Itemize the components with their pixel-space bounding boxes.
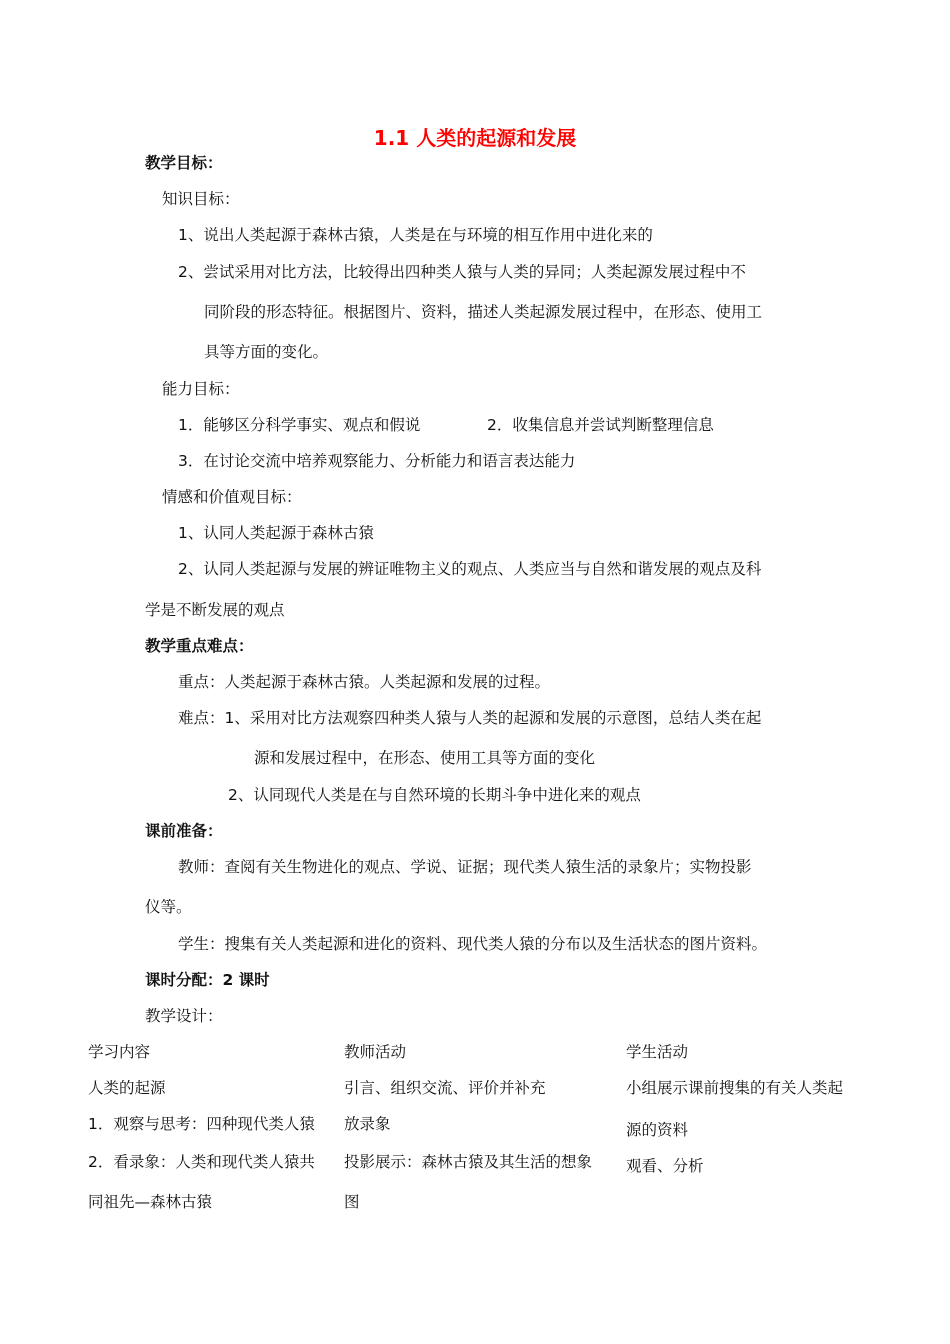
student-cell: 小组展示课前搜集的有关人类起 xyxy=(626,1079,844,1097)
column-header-teacher: 教师活动 xyxy=(344,1043,407,1061)
content-cell: 同祖先—森林古猿 xyxy=(88,1193,213,1211)
difficulty-2: 2、认同现代人类是在与自然环境的长期斗争中进化来的观点 xyxy=(228,786,641,804)
emotion-heading: 情感和价值观目标： xyxy=(162,488,302,506)
ability-item-3: 3．在讨论交流中培养观察能力、分析能力和语言表达能力 xyxy=(178,452,576,470)
objectives-heading: 教学目标： xyxy=(145,154,223,172)
teacher-preparation-line-1: 教师：查阅有关生物进化的观点、学说、证据；现代类人猿生活的录象片；实物投影 xyxy=(178,858,752,876)
column-header-student: 学生活动 xyxy=(626,1043,689,1061)
emotion-item-2-line-2: 学是不断发展的观点 xyxy=(145,601,285,619)
knowledge-item-2-line-3: 具等方面的变化。 xyxy=(204,343,329,361)
ability-heading: 能力目标： xyxy=(162,380,240,398)
emotion-item-1: 1、认同人类起源于森林古猿 xyxy=(178,524,374,542)
knowledge-heading: 知识目标： xyxy=(162,190,240,208)
focus-point: 重点：人类起源于森林古猿。人类起源和发展的过程。 xyxy=(178,673,551,691)
teacher-preparation-line-2: 仪等。 xyxy=(145,898,192,916)
teacher-cell: 图 xyxy=(344,1193,360,1211)
class-hours: 课时分配：2 课时 xyxy=(145,971,270,989)
student-cell: 观看、分析 xyxy=(626,1157,704,1175)
knowledge-item-2-line-1: 2、尝试采用对比方法，比较得出四种类人猿与人类的异同；人类起源发展过程中不 xyxy=(178,263,746,281)
knowledge-item-2-line-2: 同阶段的形态特征。根据图片、资料，描述人类起源发展过程中，在形态、使用工 xyxy=(204,303,763,321)
student-preparation: 学生：搜集有关人类起源和进化的资料、现代类人猿的分布以及生活状态的图片资料。 xyxy=(178,935,768,953)
content-cell: 1．观察与思考：四种现代类人猿 xyxy=(88,1115,315,1133)
key-points-heading: 教学重点难点： xyxy=(145,637,254,655)
teacher-cell: 放录象 xyxy=(344,1115,391,1133)
ability-item-1: 1．能够区分科学事实、观点和假说 xyxy=(178,416,421,434)
content-cell: 人类的起源 xyxy=(88,1079,166,1097)
ability-item-2: 2．收集信息并尝试判断整理信息 xyxy=(487,416,714,434)
knowledge-item-1: 1、说出人类起源于森林古猿，人类是在与环境的相互作用中进化来的 xyxy=(178,226,653,244)
student-cell: 源的资料 xyxy=(626,1121,689,1139)
difficulty-1-line-1: 难点：1、采用对比方法观察四种类人猿与人类的起源和发展的示意图，总结人类在起 xyxy=(178,709,762,727)
emotion-item-2-line-1: 2、认同人类起源与发展的辨证唯物主义的观点、人类应当与自然和谐发展的观点及科 xyxy=(178,560,762,578)
design-heading: 教学设计： xyxy=(145,1007,223,1025)
column-header-content: 学习内容 xyxy=(88,1043,151,1061)
page-title: 1.1 人类的起源和发展 xyxy=(373,126,577,150)
preparation-heading: 课前准备： xyxy=(145,822,223,840)
teacher-cell: 投影展示：森林古猿及其生活的想象 xyxy=(344,1153,593,1171)
difficulty-1-line-2: 源和发展过程中，在形态、使用工具等方面的变化 xyxy=(254,749,596,767)
content-cell: 2．看录象：人类和现代类人猿共 xyxy=(88,1153,315,1171)
teacher-cell: 引言、组织交流、评价并补充 xyxy=(344,1079,546,1097)
